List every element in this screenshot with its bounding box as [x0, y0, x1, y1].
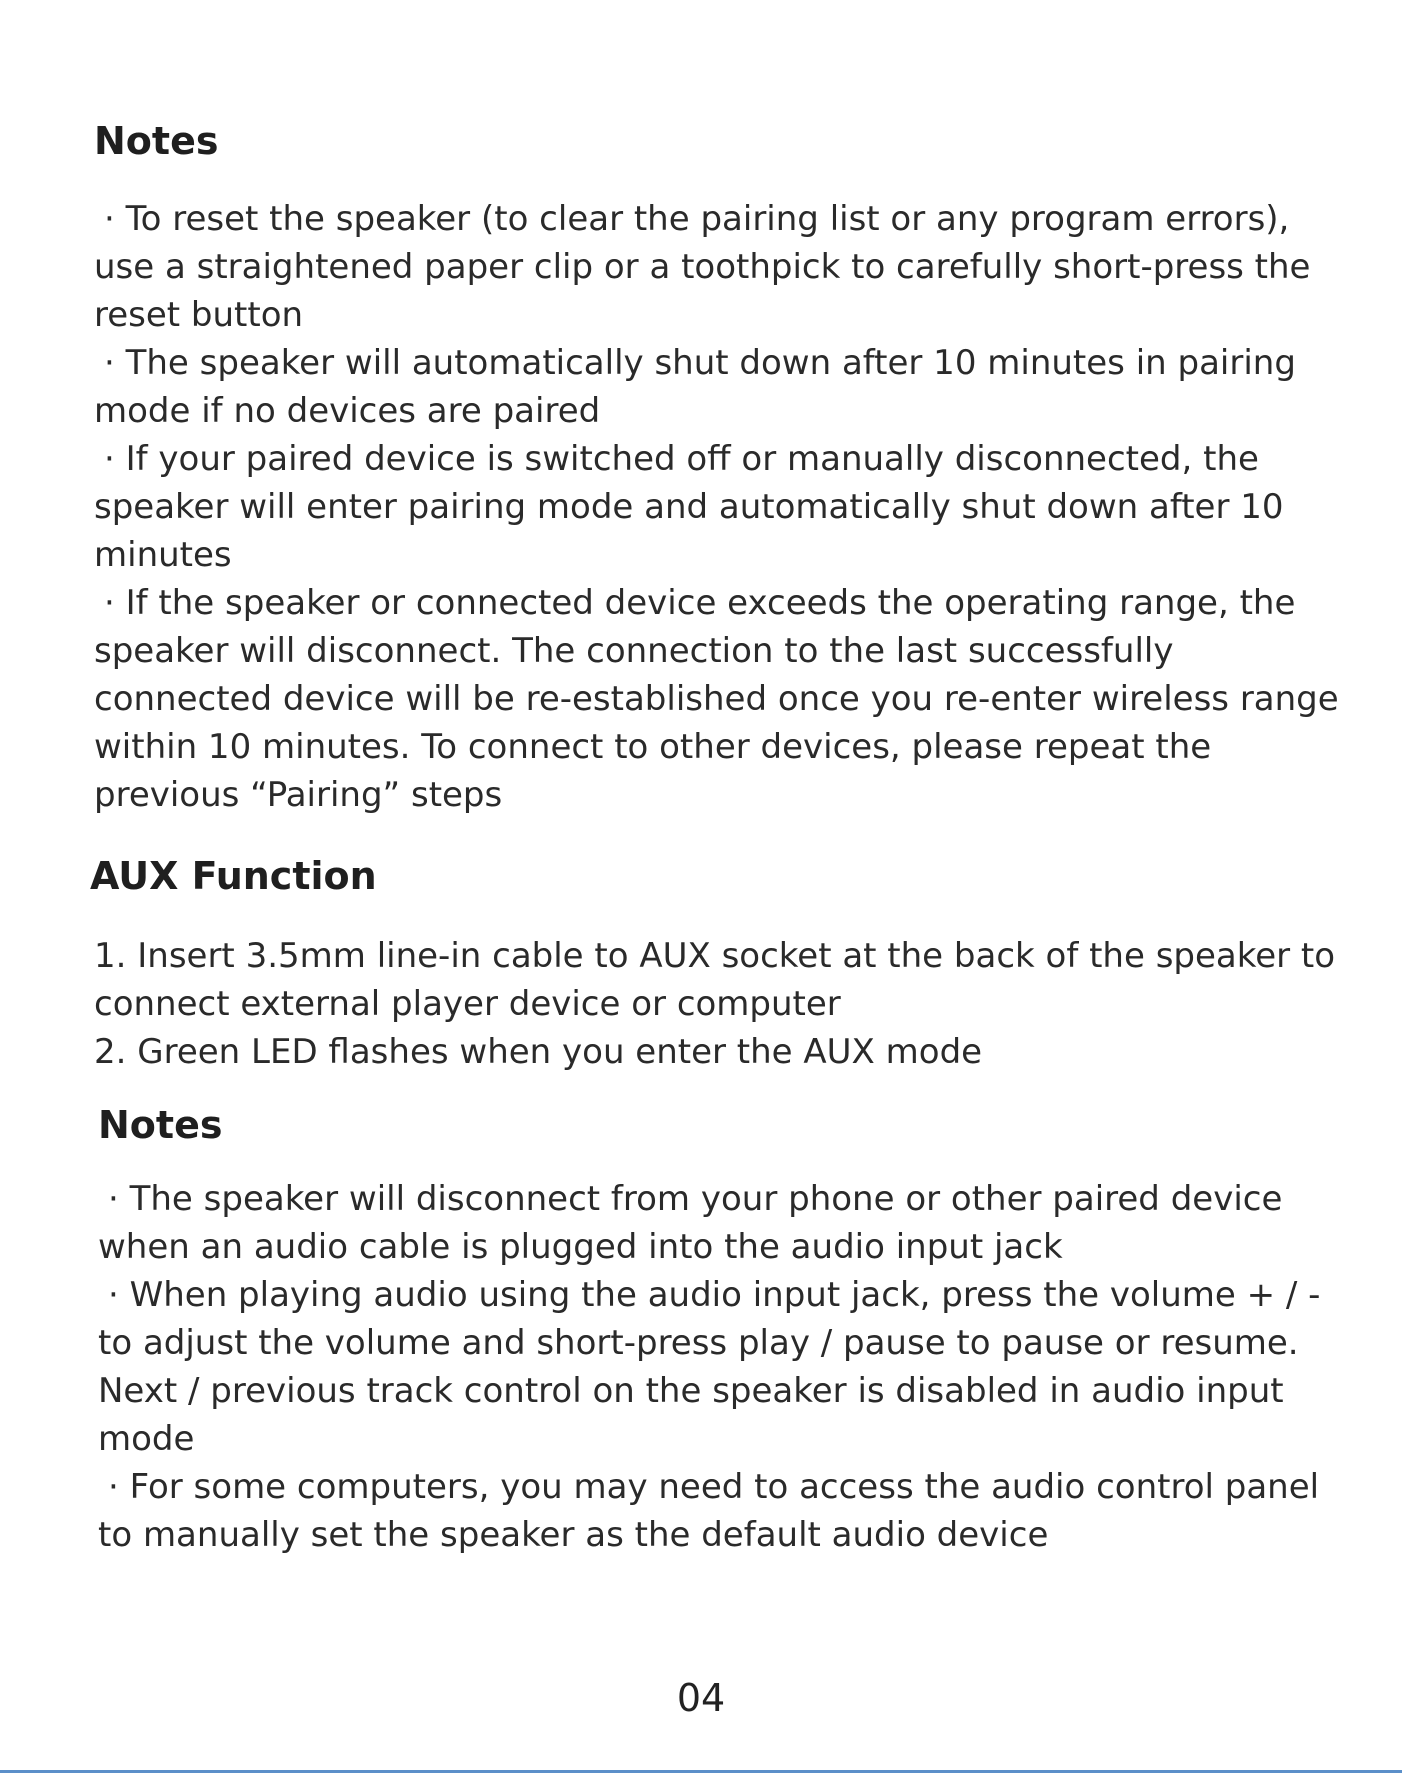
note-item: · If your paired device is switched off or manually disconnected, the speaker will enter pairing mode and automatically shut down after 10 minutes: [94, 439, 1295, 575]
notes-list-2: [98, 1175, 1358, 1559]
notes-list: [94, 195, 1354, 819]
note-item: · If the speaker or connected device exceeds the operating range, the speaker will disconnect. The connection to the last successfully connected device will be re-established once you re-enter wireless range within 10 minutes. To connect to other devices, please repeat the previous “Pairing” steps: [94, 583, 1350, 815]
note-item: · To reset the speaker (to clear the pairing list or any program errors), use a straightened paper clip or a toothpick to carefully short-press the reset button: [94, 199, 1322, 335]
note-item: · The speaker will automatically shut down after 10 minutes in pairing mode if no devices are paired: [94, 343, 1307, 431]
aux-function-heading: AUX Function: [90, 854, 377, 898]
note-item: · The speaker will disconnect from your phone or other paired device when an audio cable is plugged into the audio input jack: [98, 1179, 1294, 1267]
note-item: · When playing audio using the audio input jack, press the volume + / - to adjust the volume and short-press play / pause to pause or resume. Next / previous track control on the speaker is disabled in audio input mode: [98, 1275, 1332, 1459]
note-item: · For some computers, you may need to access the audio control panel to manually set the speaker as the default audio device: [98, 1467, 1330, 1555]
notes-heading: Notes: [94, 119, 219, 163]
notes-heading-2: Notes: [98, 1103, 223, 1147]
bottom-rule: [0, 1770, 1402, 1773]
page-number: 04: [676, 1676, 726, 1720]
aux-step: 1. Insert 3.5mm line-in cable to AUX socket at the back of the speaker to connect external player device or computer: [94, 936, 1346, 1024]
aux-step: 2. Green LED flashes when you enter the AUX mode: [94, 1032, 983, 1072]
aux-steps-list: [94, 932, 1354, 1076]
